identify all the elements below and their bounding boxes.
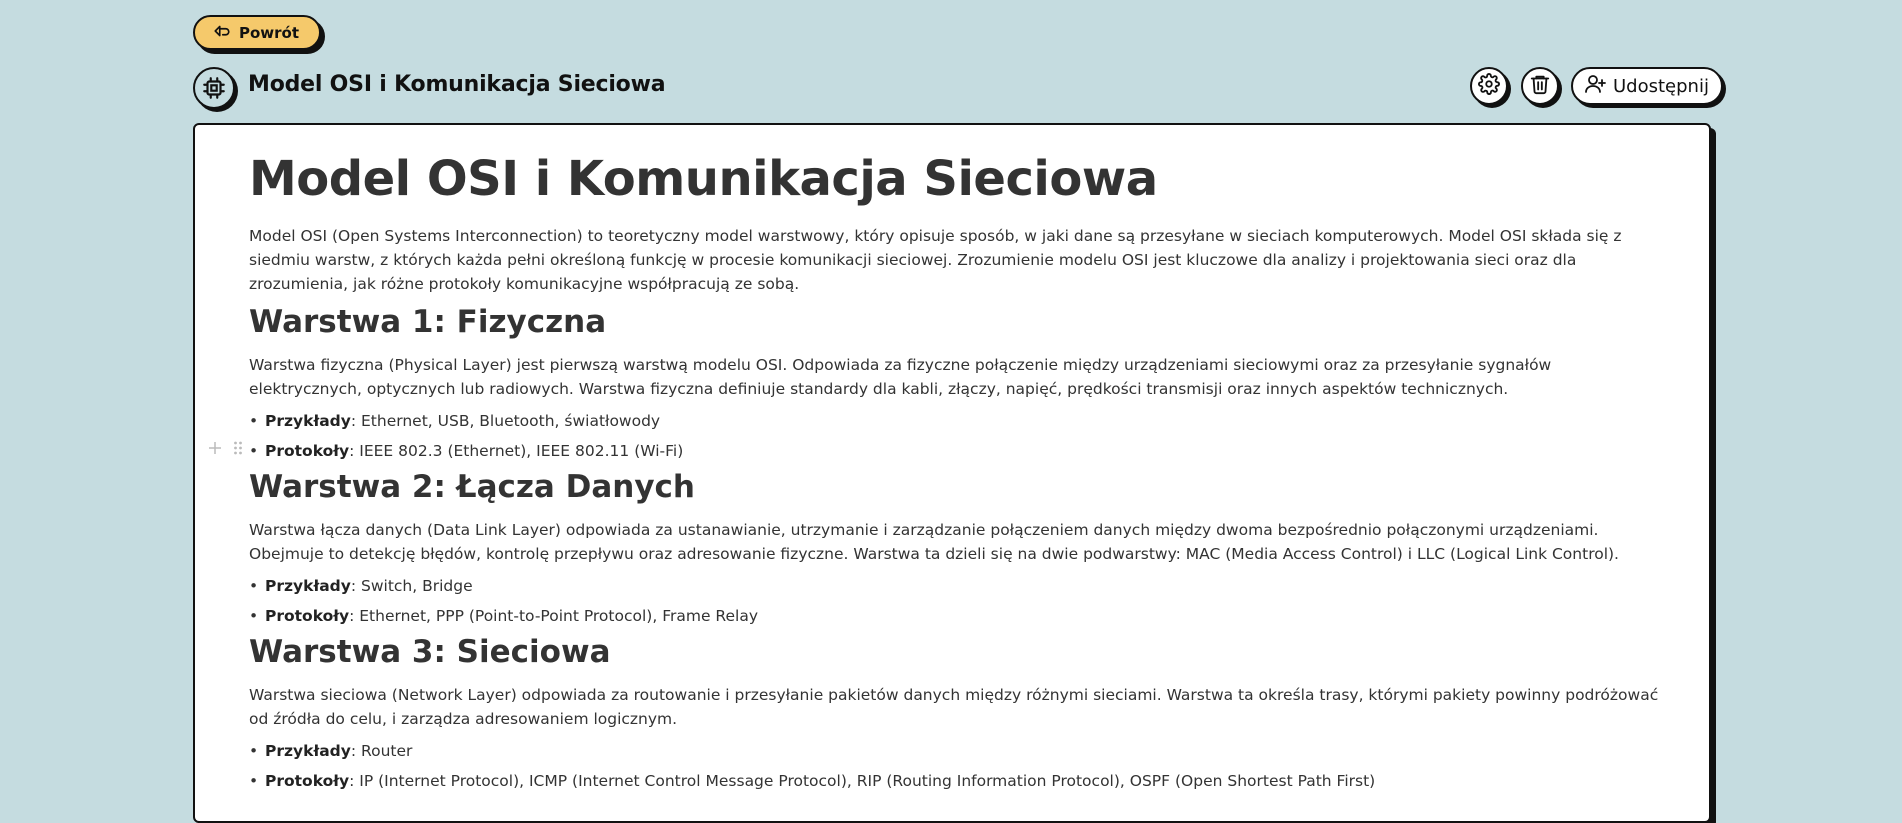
trash-icon [1529, 73, 1551, 99]
section-list [249, 409, 1659, 463]
section-paragraph: Warstwa fizyczna (Physical Layer) jest pierwszą warstwą modelu OSI. Odpowiada za fizyczne połączenie między urządzeniami sieciowymi oraz za przesyłanie sygnałów elektrycznych, optycznych lub radiowych. Warstwa fizyczna definiuje standardy dla kabli, złączy, napięć, prędkości transmisji oraz innych aspektów technicznych. [249, 355, 1552, 398]
user-plus-icon [1583, 72, 1607, 101]
settings-button[interactable] [1470, 67, 1508, 105]
drag-handle-icon[interactable] [233, 440, 243, 460]
document-panel [193, 123, 1711, 823]
section-heading: Warstwa 3: Sieciowa [249, 634, 611, 671]
list-item-value: : IP (Internet Protocol), ICMP (Internet Control Message Protocol), RIP (Routing Information Protocol), OSPF (Open Shortest Path First) [349, 772, 1376, 791]
list-item-label: Przykłady [265, 577, 351, 596]
section-heading: Warstwa 1: Fizyczna [249, 303, 607, 340]
list-item-value: : Router [350, 742, 413, 761]
section-paragraph: Warstwa łącza danych (Data Link Layer) odpowiada za ustanawianie, utrzymanie i zarządzanie połączeniem danych między dwoma bezpośrednio połączonymi urządzeniami. Obejmuje to detekcję błędów, kontrolę przepływu oraz adresowanie fizyczne. Warstwa ta dzieli się na dwie podwarstwy: MAC (Media Access Control) i LLC (Logical Link Control). [249, 521, 1619, 564]
section-heading: Warstwa 2: Łącza Danych [249, 468, 696, 505]
list-item-label: Protokoły [265, 772, 350, 791]
page-title: Model OSI i Komunikacja Sieciowa [248, 72, 666, 97]
plus-icon[interactable] [207, 440, 223, 460]
list-item-value: : IEEE 802.3 (Ethernet), IEEE 802.11 (Wi-Fi) [349, 441, 684, 460]
section-list [249, 739, 1659, 793]
back-button[interactable] [193, 15, 321, 50]
document-content[interactable] [249, 153, 1659, 799]
arrow-back-icon [213, 22, 231, 44]
list-item-value: : Ethernet, USB, Bluetooth, światłowody [350, 411, 661, 430]
gear-icon [1478, 73, 1500, 99]
list-item: • Protokoły: Ethernet, PPP (Point-to-Point Protocol), Frame Relay [249, 607, 758, 626]
list-item: • Przykłady: Switch, Bridge [249, 577, 473, 596]
list-item-label: Protokoły [265, 441, 350, 460]
intro-paragraph: Model OSI (Open Systems Interconnection) to teoretyczny model warstwowy, który opisuje sposób, w jaki dane są przesyłane w sieciach komputerowych. Model OSI składa się z siedmiu warstw, z których każda pełni określoną funkcję w procesie komunikacji sieciowej. Zrozumienie modelu OSI jest kluczowe dla analizy i projektowania sieci oraz dla zrozumienia, jak różne protokoły komunikacyjne współpracują ze sobą. [249, 226, 1622, 293]
list-item: • Przykłady: Router [249, 742, 413, 761]
list-item-label: Przykłady [265, 411, 351, 430]
document-title: Model OSI i Komunikacja Sieciowa [249, 151, 1158, 207]
list-item: • Protokoły: IP (Internet Protocol), ICMP (Internet Control Message Protocol), RIP (Routing Information Protocol), OSPF (Open Shortest Path First) [249, 772, 1376, 791]
list-item-value: : Ethernet, PPP (Point-to-Point Protocol), Frame Relay [349, 607, 758, 626]
list-item-label: Przykłady [265, 742, 351, 761]
section-list [249, 574, 1659, 628]
list-item: • Przykłady: Ethernet, USB, Bluetooth, światłowody [249, 411, 661, 430]
list-item-value: : Switch, Bridge [350, 577, 473, 596]
block-controls [207, 440, 243, 460]
cpu-chip-icon [193, 67, 235, 109]
delete-button[interactable] [1521, 67, 1559, 105]
share-button-label: Udostępnij [1613, 75, 1709, 97]
list-item: • Protokoły: IEEE 802.3 (Ethernet), IEEE 802.11 (Wi-Fi) [249, 441, 684, 460]
list-item-label: Protokoły [265, 607, 350, 626]
share-button[interactable] [1571, 67, 1723, 105]
back-button-label: Powrót [239, 23, 300, 42]
section-paragraph: Warstwa sieciowa (Network Layer) odpowiada za routowanie i przesyłanie pakietów danych między różnymi sieciami. Warstwa ta określa trasy, którymi pakiety powinny podróżować od źródła do celu, i zarządza adresowaniem logicznym. [249, 686, 1659, 729]
